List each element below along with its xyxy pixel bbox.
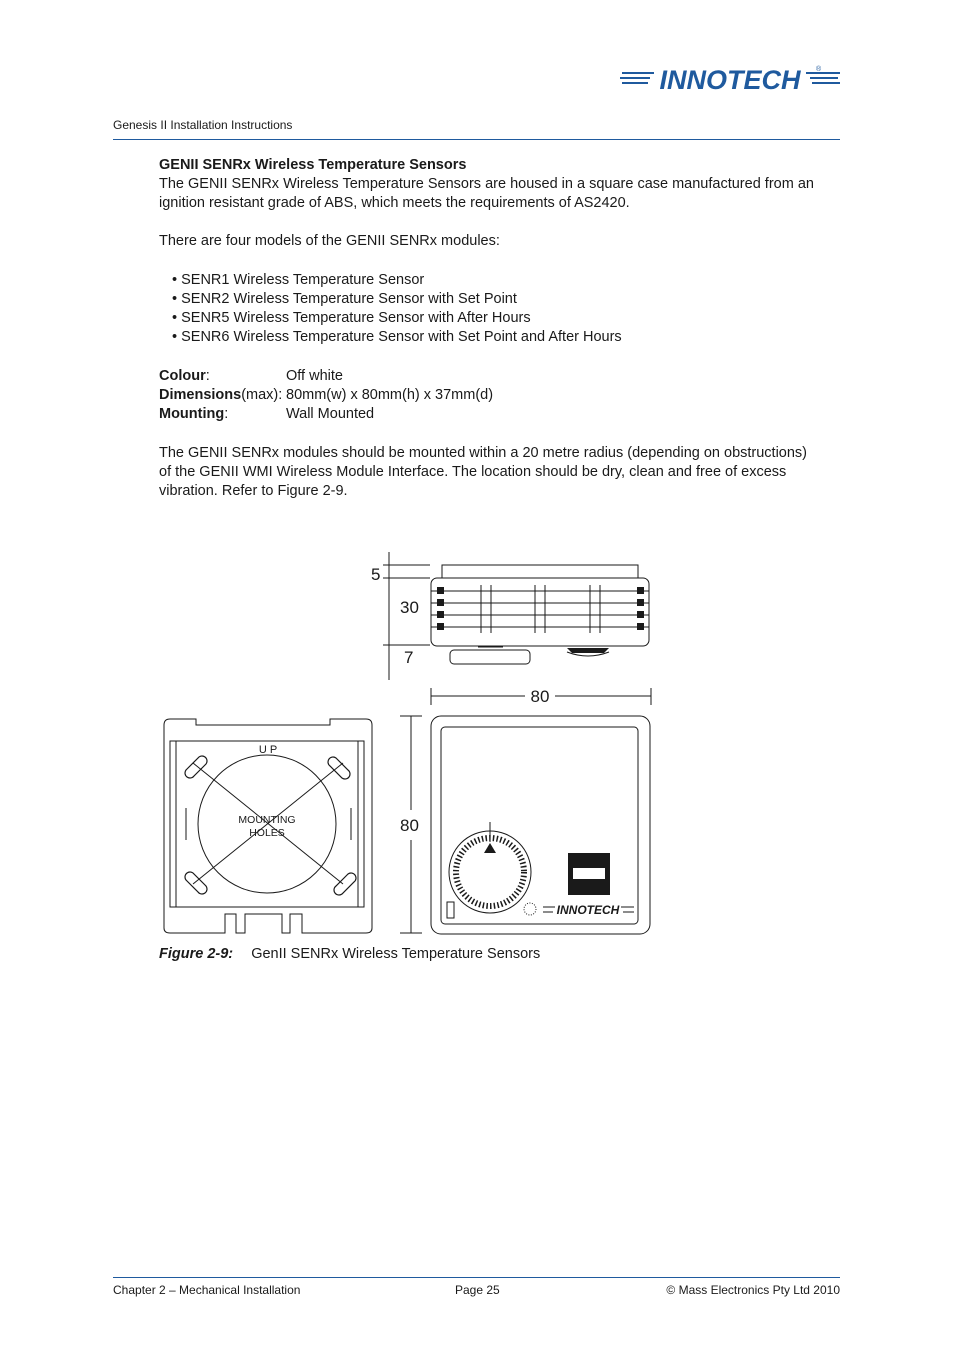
dim-label-7: 7 bbox=[404, 648, 414, 667]
footer-copyright: © Mass Electronics Pty Ltd 2010 bbox=[666, 1283, 840, 1297]
spec-label-colour: Colour bbox=[159, 368, 206, 384]
spec-suffix: : bbox=[205, 368, 210, 384]
intro-paragraph bbox=[159, 175, 839, 213]
svg-text:®: ® bbox=[816, 66, 822, 73]
spec-row-dimensions bbox=[159, 386, 659, 405]
spec-row-mounting bbox=[159, 405, 659, 424]
innotech-logo bbox=[620, 62, 842, 98]
svg-text:INNOTECH: INNOTECH bbox=[659, 65, 801, 95]
spec-label-dimensions: Dimensions bbox=[159, 387, 242, 403]
holes-label: HOLES bbox=[249, 827, 285, 839]
mounting-paragraph bbox=[159, 444, 839, 501]
caption-number: Figure 2-9: bbox=[159, 946, 234, 962]
spec-value-colour: Off white bbox=[286, 368, 343, 384]
header-rule bbox=[113, 139, 840, 140]
dim-label-5: 5 bbox=[371, 565, 381, 584]
spec-suffix: (max): bbox=[241, 387, 283, 403]
dim-label-30: 30 bbox=[400, 598, 419, 617]
dim-label-80-width: 80 bbox=[530, 687, 550, 706]
list-item: • SENR2 Wireless Temperature Sensor with Set Point bbox=[172, 290, 622, 309]
up-label: U P bbox=[258, 744, 278, 756]
list-item: • SENR6 Wireless Temperature Sensor with Set Point and After Hours bbox=[172, 328, 622, 347]
spec-row-colour bbox=[159, 367, 659, 386]
mount-line-3: vibration. Refer to Figure 2-9. bbox=[159, 483, 348, 499]
models-intro: There are four models of the GENII SENRx modules: bbox=[159, 233, 500, 249]
footer-rule bbox=[113, 1277, 840, 1278]
mount-line-2: of the GENII WMI Wireless Module Interface. The location should be dry, clean and free of excess bbox=[159, 464, 787, 480]
document-title: Genesis II Installation Instructions bbox=[113, 118, 293, 132]
spec-suffix: : bbox=[224, 406, 229, 422]
mount-line-1: The GENII SENRx modules should be mounted within a 20 metre radius (depending on obstructions) bbox=[159, 445, 808, 461]
intro-line-2: ignition resistant grade of ABS, which meets the requirements of AS2420. bbox=[159, 195, 630, 211]
spec-table bbox=[159, 367, 659, 424]
spec-label-mounting: Mounting bbox=[159, 406, 225, 422]
intro-line-1: The GENII SENRx Wireless Temperature Sensors are housed in a square case manufactured from an bbox=[159, 176, 814, 192]
device-logo: INNOTECH bbox=[556, 903, 620, 917]
figure-caption bbox=[159, 946, 540, 962]
models-list bbox=[172, 271, 622, 347]
caption-text: GenII SENRx Wireless Temperature Sensors bbox=[251, 946, 541, 962]
spec-value-dimensions: 80mm(w) x 80mm(h) x 37mm(d) bbox=[286, 387, 494, 403]
list-item: • SENR5 Wireless Temperature Sensor with After Hours bbox=[172, 309, 622, 328]
list-item: • SENR1 Wireless Temperature Sensor bbox=[172, 271, 622, 290]
innotech-logo-graphic bbox=[620, 62, 842, 98]
dim-label-80-height: 80 bbox=[400, 816, 419, 835]
spec-value-mounting: Wall Mounted bbox=[286, 406, 375, 422]
footer-page: Page 25 bbox=[455, 1283, 500, 1297]
section-heading: GENII SENRx Wireless Temperature Sensors bbox=[159, 157, 467, 173]
footer-chapter: Chapter 2 – Mechanical Installation bbox=[113, 1283, 301, 1297]
mounting-label: MOUNTING bbox=[238, 814, 296, 826]
